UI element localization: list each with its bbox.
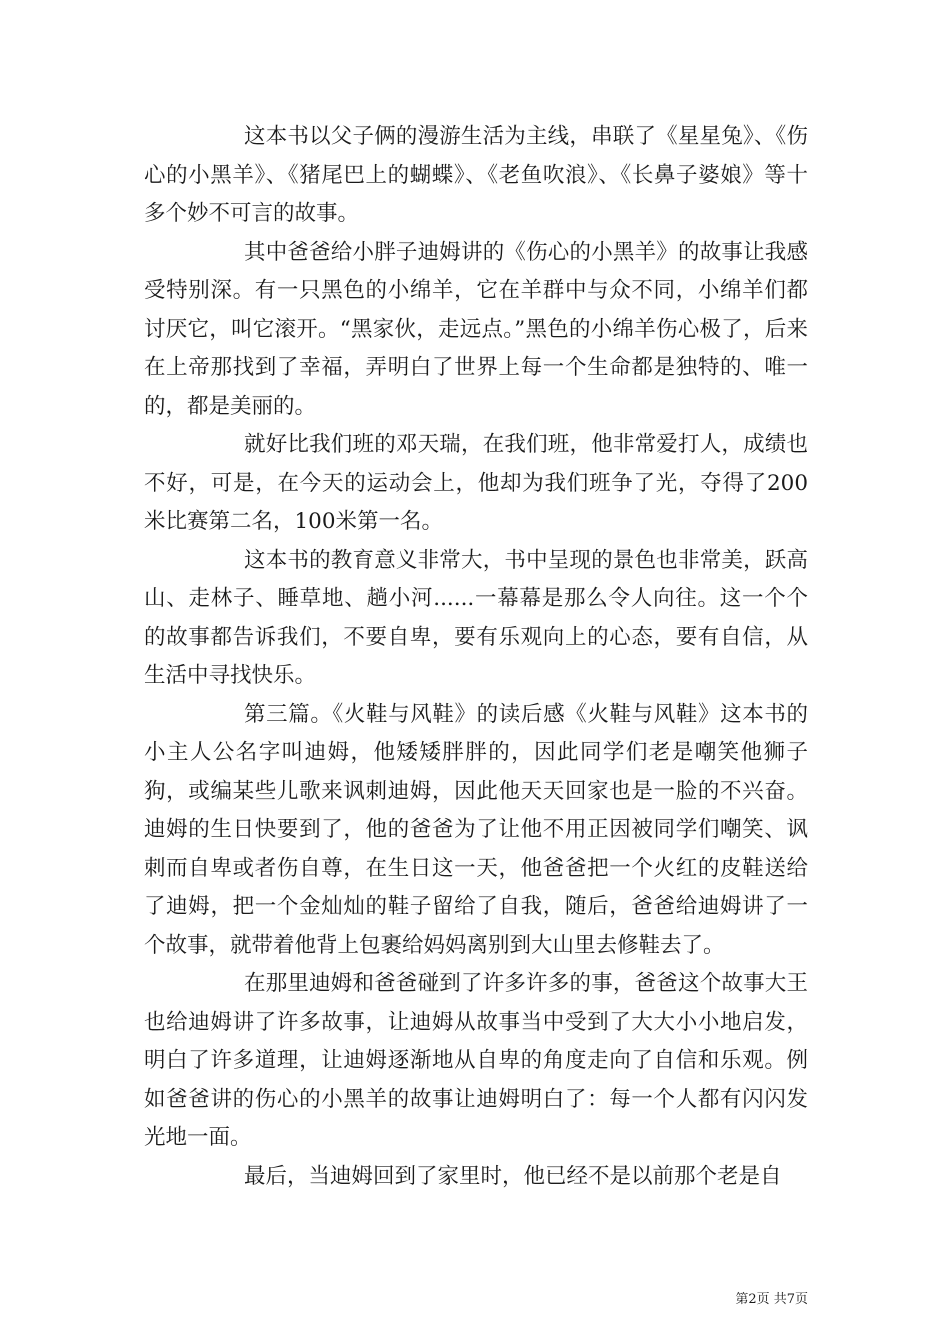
paragraph-4: 这本书的教育意义非常大，书中呈现的景色也非常美，跃高山、走林子、睡草地、趟小河......一幕幕是那么令人向往。这一个个的故事都告诉我们，不要自卑，要有乐观向上的心态，要有自信，从生活中寻找快乐。	[144, 547, 808, 688]
paragraph-1: 这本书以父子俩的漫游生活为主线，串联了《星星兔》、《伤心的小黑羊》、《猪尾巴上的蝴蝶》、《老鱼吹浪》、《长鼻子婆娘》等十多个妙不可言的故事。	[144, 124, 808, 226]
paragraph-6: 在那里迪姆和爸爸碰到了许多许多的事，爸爸这个故事大王也给迪姆讲了许多故事，让迪姆从故事当中受到了大大小小地启发，明白了许多道理，让迪姆逐渐地从自卑的角度走向了自信和乐观。例如爸爸讲的伤心的小黑羊的故事让迪姆明白了：每一个人都有闪闪发光地一面。	[144, 971, 808, 1150]
page-number-footer: 第2页 共7页	[735, 1292, 808, 1307]
paragraph-2: 其中爸爸给小胖子迪姆讲的《伤心的小黑羊》的故事让我感受特别深。有一只黑色的小绵羊，它在羊群中与众不同，小绵羊们都讨厌它，叫它滚开。“黑家伙，走远点。”黑色的小绵羊伤心极了，后来在上帝那找到了幸福，弄明白了世界上每一个生命都是独特的、唯一的，都是美丽的。	[144, 239, 808, 419]
paragraph-7: 最后，当迪姆回到了家里时，他已经不是以前那个老是自	[244, 1163, 782, 1189]
paragraph-5: 第三篇。《火鞋与风鞋》的读后感《火鞋与风鞋》这本书的小主人公名字叫迪姆，他矮矮胖胖的，因此同学们老是嘲笑他狮子狗，或编某些儿歌来讽刺迪姆，因此他天天回家也是一脸的不兴奋。迪姆的生日快要到了，他的爸爸为了让他不用正因被同学们嘲笑、讽刺而自卑或者伤自尊，在生日这一天，他爸爸把一个火红的皮鞋送给了迪姆，把一个金灿灿的鞋子留给了自我，随后，爸爸给迪姆讲了一个故事，就带着他背上包裹给妈妈离别到大山里去修鞋去了。	[144, 701, 808, 958]
paragraph-3: 就好比我们班的邓天瑞，在我们班，他非常爱打人，成绩也不好，可是，在今天的运动会上，他却为我们班争了光，夺得了200米比赛第二名，100米第一名。	[144, 432, 808, 534]
body-text	[144, 118, 808, 1196]
